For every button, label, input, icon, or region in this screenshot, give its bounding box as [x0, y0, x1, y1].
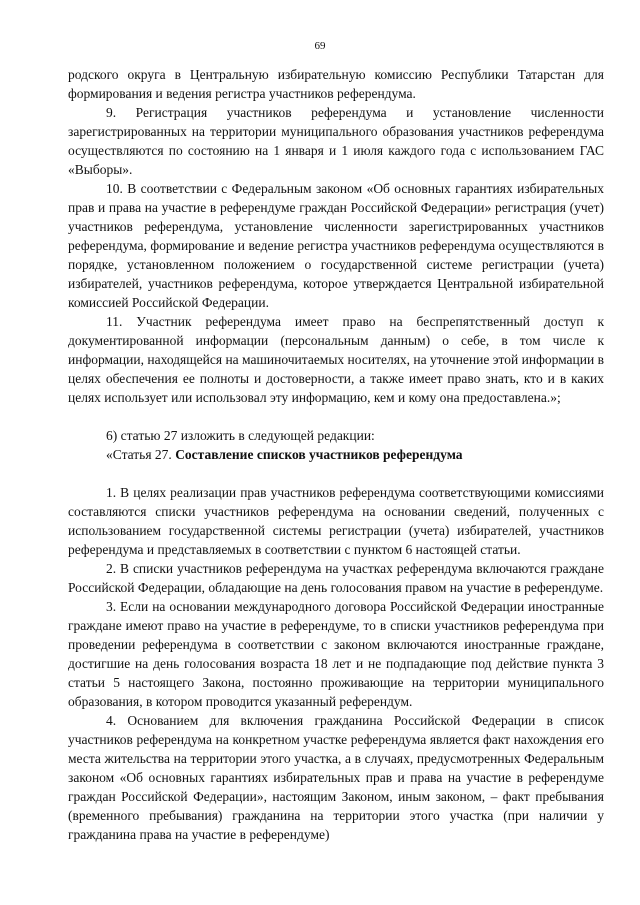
- paragraph-item-11: 11. Участник референдума имеет право на беспрепятственный доступ к документированной информации (персональным данным) о себе, в том числе к информации, находящейся на машиночитаемых носителях, на уточнение этой информации в целях обеспечения ее полноты и достоверности, а также имеет право знать, кто и в каких целях использует или использовал эту информацию, кем и кому она предоставлена.»;: [68, 314, 604, 405]
- article-item-4: 4. Основанием для включения гражданина Российской Федерации в список участников референдума на конкретном участке референдума является факт нахождения его места жительства на территории этого участка, а в случаях, предусмотренных Федеральным законом «Об основных гарантиях избирательных прав и права на участие в референдуме граждан Российской Федерации», настоящим Законом, иным законом, – факт пребывания (временного пребывания) гражданина на территории этого участка (при наличии у гражданина права на участие в референдуме): [68, 713, 604, 842]
- article-item-2: 2. В списки участников референдума на участках референдума включаются граждане Российской Федерации, обладающие на день голосования правом на участие в референдуме.: [68, 561, 604, 595]
- article-item-1: 1. В целях реализации прав участников референдума соответствующими комиссиями составляются списки участников референдума на основании сведений, полученных с использованием государственной системы регистрации (учета) избирателей, участников референдума и представляемых в соответствии с пунктом 6 настоящей статьи.: [68, 485, 604, 557]
- document-body: [68, 65, 604, 844]
- page-number: 69: [314, 40, 326, 52]
- article-heading: [68, 445, 604, 464]
- article-item-3: 3. Если на основании международного договора Российской Федерации иностранные граждане имеют право на участие в референдуме, то в списки участников референдума при проведении референдума в соответствии с законом включаются иностранные граждане, достигшие на день голосования возраста 18 лет и не подпадающие под действие пункта 3 статьи 5 настоящего Закона, постоянно проживающие на территории муниципального образования, в котором проводится указанный референдум.: [68, 599, 604, 709]
- paragraph-item-9: 9. Регистрация участников референдума и установление численности зарегистрированных на территории муниципального образования участников референдума осуществляются по состоянию на 1 января и 1 июля каждого года с использованием ГАС «Выборы».: [68, 105, 604, 177]
- paragraph-item-10: 10. В соответствии с Федеральным законом «Об основных гарантиях избирательных прав и права на участие в референдуме граждан Российской Федерации» регистрация (учет) участников референдума, установление численности зарегистрированных участников референдума, формирование и ведение регистра участников референдума осуществляются в порядке, установленном положением о государственной системе регистрации (учета) избирателей, участников референдума, которое утверждается Центральной избирательной комиссией Российской Федерации.: [68, 181, 604, 310]
- article-title: Составление списков участников референдума: [175, 447, 463, 462]
- amendment-intro: 6) статью 27 изложить в следующей редакции:: [106, 428, 375, 443]
- paragraph-continuation: родского округа в Центральную избирательную комиссию Республики Татарстан для формирования и ведения регистра участников референдума.: [68, 67, 604, 101]
- spacer: [68, 407, 604, 426]
- article-prefix: «Статья 27.: [106, 447, 176, 462]
- spacer: [68, 464, 604, 483]
